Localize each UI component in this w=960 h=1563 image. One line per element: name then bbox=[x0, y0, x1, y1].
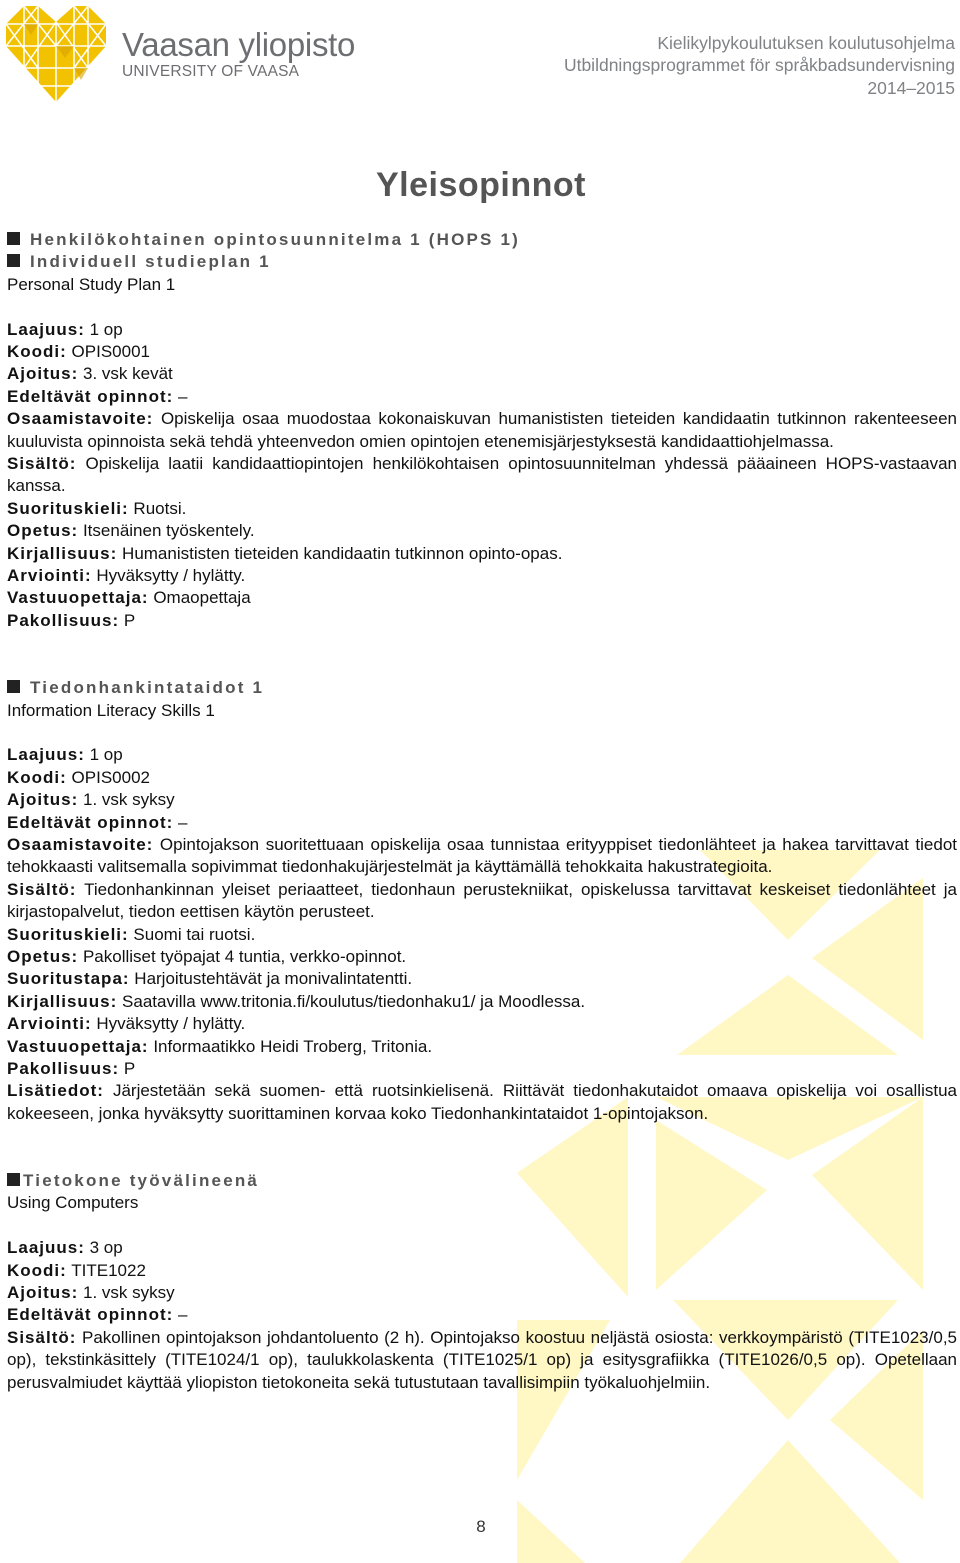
field-row: Pakollisuus: P bbox=[7, 1058, 136, 1078]
program-header bbox=[564, 32, 955, 99]
field-row: Sisältö: Opiskelija laatii kandidaattiopintojen henkilökohtaisen opintosuunnitelman yhdessä pääaineen HOPS-vastaavan kanssa. bbox=[7, 454, 957, 496]
program-name-sv: Utbildningsprogrammet för språkbadsundervisning bbox=[563, 55, 955, 76]
page-number: 8 bbox=[476, 1517, 486, 1536]
course-hops1 bbox=[7, 229, 957, 632]
square-bullet-icon bbox=[7, 232, 20, 245]
course-title-fi: Henkilökohtainen opintosuunnitelma 1 (HOPS 1) bbox=[30, 230, 521, 249]
field-row: Koodi: TITE1022 bbox=[7, 1260, 146, 1280]
square-bullet-icon bbox=[7, 680, 20, 693]
field-row: Koodi: OPIS0001 bbox=[7, 342, 150, 362]
course-title-en: Using Computers bbox=[7, 1193, 139, 1213]
academic-years: 2014–2015 bbox=[867, 77, 955, 98]
university-name-fi: Vaasan yliopisto bbox=[122, 26, 356, 63]
university-name bbox=[122, 26, 355, 80]
course-list bbox=[7, 229, 957, 1394]
course-information-literacy bbox=[7, 677, 957, 1125]
field-row: Opetus: Pakolliset työpajat 4 tuntia, verkko-opinnot. bbox=[7, 946, 407, 966]
field-row: Laajuus: 1 op bbox=[7, 319, 123, 339]
course-title-fi: Tiedonhankintataidot 1 bbox=[30, 678, 265, 698]
field-row: Suorituskieli: Ruotsi. bbox=[7, 498, 187, 518]
field-row: Koodi: OPIS0002 bbox=[7, 767, 150, 787]
field-row: Kirjallisuus: Humanististen tieteiden kandidaatin tutkinnon opinto-opas. bbox=[7, 543, 563, 563]
field-row: Edeltävät opinnot: – bbox=[7, 1305, 188, 1325]
field-row: Sisältö: Tiedonhankinnan yleiset periaatteet, tiedonhaun perustekniikat, opiskelussa tarvittavat keskeiset tiedonlähteet ja kirjastopalvelut, tiedon eettisen käytön perusteet. bbox=[7, 879, 957, 922]
course-title-fi: Tietokone työvälineenä bbox=[23, 1171, 260, 1190]
field-row: Ajoitus: 1. vsk syksy bbox=[7, 1283, 175, 1303]
field-row: Edeltävät opinnot: – bbox=[7, 386, 188, 406]
field-row: Arviointi: Hyväksytty / hylätty. bbox=[7, 566, 246, 586]
field-row: Opetus: Itsenäinen työskentely. bbox=[7, 521, 255, 541]
program-name-fi: Kielikylpykoulutuksen koulutusohjelma bbox=[657, 33, 955, 53]
field-row: Lisätiedot: Järjestetään sekä suomen- että ruotsinkielisenä. Riittävät tiedonhakutaidot omaava opiskelija voi osallistua kokeeseen, jonka hyväksytty suorittaminen korvaa koko Tiedonhankintataidot 1-opintojakson. bbox=[7, 1081, 957, 1123]
field-row: Osaamistavoite: Opintojakson suoritettuaan opiskelija osaa tunnistaa erityyppiset tiedonlähteet ja hakea tarvittavat tiedot tehokkaasti valitsemalla sopivimmat tiedonhakujärjestelmät ja käyttämällä tehokkaita hakustrategioita. bbox=[7, 834, 957, 877]
page-title: Yleisopinnot bbox=[376, 166, 586, 204]
square-bullet-icon bbox=[7, 254, 20, 267]
university-name-en: UNIVERSITY OF VAASA bbox=[122, 63, 300, 80]
field-row: Sisältö: Pakollinen opintojakson johdantoluento (2 h). Opintojakso koostuu neljästä osiosta: verkkoympäristö (TITE1023/0,5 op), tekstinkäsittely (TITE1024/1 op), taulukkolaskenta (TITE1025/1 op) ja esitysgrafiikka (TITE1026/0,5 op). Opetellaan perusvalmiudet käyttää yliopiston tietokoneita sekä tutustutaan tavallisimpiin työkaluohjelmiin. bbox=[7, 1327, 957, 1392]
field-row: Vastuuopettaja: Omaopettaja bbox=[7, 588, 251, 608]
field-row: Arviointi: Hyväksytty / hylätty. bbox=[7, 1014, 246, 1034]
field-row: Kirjallisuus: Saatavilla www.tritonia.fi/koulutus/tiedonhaku1/ ja Moodlessa. bbox=[7, 991, 586, 1011]
field-row: Laajuus: 3 op bbox=[7, 1238, 123, 1258]
field-row: Laajuus: 1 op bbox=[7, 745, 123, 765]
course-title-en: Personal Study Plan 1 bbox=[7, 274, 176, 294]
field-row: Osaamistavoite: Opiskelija osaa muodostaa kokonaiskuvan humanististen tieteiden kandidaatin tutkinnon rakenteeseen kuuluvista opinnoista sekä tehdä yhteenvedon omien opintojen etenemisjärjestyksestä kandidaattiohjelmassa. bbox=[7, 409, 957, 451]
field-row: Ajoitus: 3. vsk kevät bbox=[7, 364, 173, 384]
course-title-sv: Individuell studieplan 1 bbox=[30, 252, 271, 272]
field-row: Ajoitus: 1. vsk syksy bbox=[7, 790, 175, 810]
field-row: Edeltävät opinnot: – bbox=[7, 812, 188, 832]
field-row: Suorituskieli: Suomi tai ruotsi. bbox=[7, 924, 256, 944]
university-logo-heart bbox=[6, 6, 106, 102]
course-using-computers bbox=[7, 1170, 957, 1394]
field-row: Pakollisuus: P bbox=[7, 610, 136, 630]
field-row: Vastuuopettaja: Informaatikko Heidi Troberg, Tritonia. bbox=[7, 1036, 433, 1056]
field-row: Suoritustapa: Harjoitustehtävät ja monivalintatentti. bbox=[7, 969, 413, 989]
course-title-en: Information Literacy Skills 1 bbox=[7, 700, 215, 720]
square-bullet-icon bbox=[7, 1173, 20, 1186]
